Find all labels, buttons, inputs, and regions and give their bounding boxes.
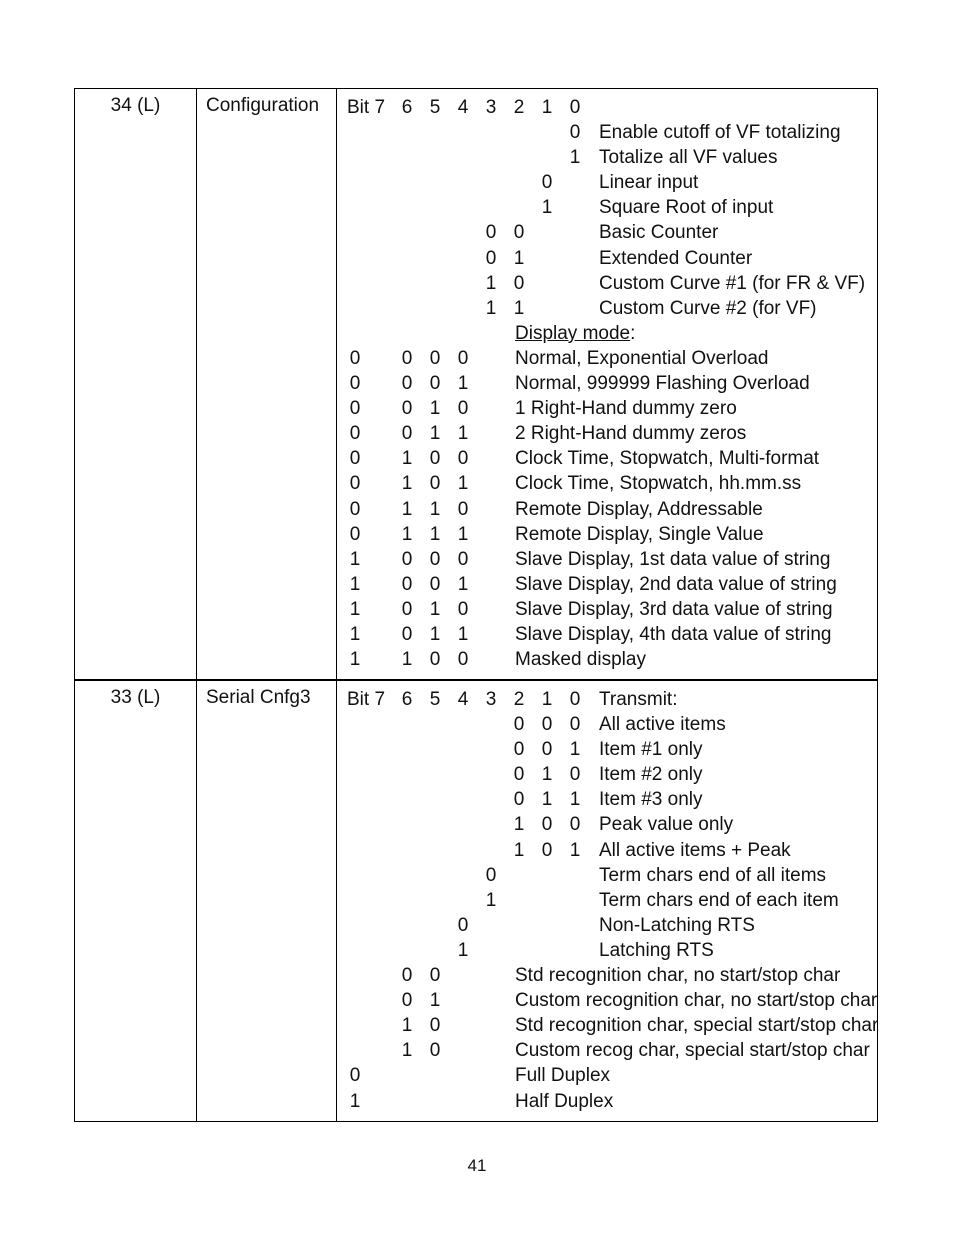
bit-definition-row [337,812,877,837]
bit-value: 0 [429,473,441,495]
bit-definition-row [337,622,877,647]
bit-value: 1 [401,448,413,470]
bit-description: Latching RTS [599,939,714,961]
bit-value: 0 [349,373,361,395]
bit-description: Extended Counter [599,247,753,269]
bit-value: 1 [513,839,525,861]
bit-description: Custom Curve #2 (for VF) [599,297,817,319]
bit-value: 0 [457,498,469,520]
bit-definitions [337,95,877,672]
bit-definition-row [337,296,877,321]
register-33-section [75,679,877,1121]
bit-value: 1 [457,939,469,961]
bit-header-label: 5 [429,689,441,710]
bit-value: 0 [401,990,413,1012]
bit-value: 0 [349,473,361,495]
bit-definitions [337,687,877,1114]
bit-description: Basic Counter [599,222,719,244]
bit-value: 0 [457,448,469,470]
bit-definition-row [337,712,877,737]
bit-description: Slave Display, 1st data value of string [515,548,831,570]
bit-header-label: 5 [429,97,441,118]
bit-value: 0 [569,814,581,836]
bit-header-label: Bit 7 [347,97,386,118]
bit-description: 2 Right-Hand dummy zeros [515,423,747,445]
bit-value: 0 [349,398,361,420]
bit-value: 1 [513,297,525,319]
bit-value: 0 [429,548,441,570]
bit-description: Custom recog char, special start/stop char [515,1040,870,1062]
bit-description: Totalize all VF values [599,147,778,169]
bit-header-label: 3 [485,97,497,118]
bit-description: Normal, Exponential Overload [515,347,769,369]
bit-value: 0 [429,649,441,671]
bit-value: 1 [401,1015,413,1037]
bit-header-label: 1 [541,689,553,710]
column-divider [196,681,197,1121]
bit-definition-row [337,572,877,597]
bit-value: 0 [349,523,361,545]
bit-value: 1 [485,889,497,911]
bit-description: Half Duplex [515,1090,614,1112]
bit-value: 0 [401,623,413,645]
bit-value: 1 [429,523,441,545]
bit-description: Item #2 only [599,764,703,786]
bit-description: Non-Latching RTS [599,914,755,936]
bit-header-label: 6 [401,689,413,710]
bit-value: 0 [349,347,361,369]
register-address: 34 (L) [110,95,161,116]
bit-header-label: 0 [569,689,581,710]
bit-header-row [337,95,877,120]
bit-description: Custom Curve #1 (for FR & VF) [599,272,866,294]
bit-definition-row [337,371,877,396]
bit-value: 0 [541,739,553,761]
bit-value: 1 [541,764,553,786]
bit-description: Masked display [515,649,646,671]
bit-header-row [337,687,877,712]
bit-value: 1 [349,598,361,620]
bit-value: 1 [569,739,581,761]
bit-header-label: 1 [541,97,553,118]
bit-definition-row [337,471,877,496]
bit-value: 0 [401,573,413,595]
bit-value: 0 [401,373,413,395]
bit-description: Remote Display, Single Value [515,523,764,545]
register-table [74,88,878,1122]
bit-value: 0 [429,1040,441,1062]
bit-definition-row [337,446,877,471]
bit-description: Square Root of input [599,197,774,219]
page-number: 41 [467,1156,487,1175]
bit-value: 0 [457,548,469,570]
bit-definition-row [337,647,877,672]
bit-value: 1 [429,598,441,620]
bit-definition-row [337,863,877,888]
bit-header-label: 0 [569,97,581,118]
register-34-section [75,89,877,679]
bit-definition-row [337,1063,877,1088]
bit-value: 1 [513,247,525,269]
bit-description: Term chars end of all items [599,864,827,886]
bit-description: Item #3 only [599,789,703,811]
bit-description: All active items [599,714,726,736]
bit-value: 0 [349,498,361,520]
bit-definition-row [337,938,877,963]
bit-definition-row [337,762,877,787]
bit-value: 0 [401,423,413,445]
bit-value: 1 [457,373,469,395]
bit-definition-row [337,963,877,988]
bit-description: Remote Display, Addressable [515,498,763,520]
bit-header-label: 2 [513,97,525,118]
bit-value: 0 [401,347,413,369]
bit-value: 1 [401,523,413,545]
bit-value: 0 [429,1015,441,1037]
bit-header-label: 2 [513,689,525,710]
bit-definition-row [337,1089,877,1114]
bit-definition-row [337,547,877,572]
bit-value: 1 [457,473,469,495]
bit-value: 1 [457,523,469,545]
bit-definition-row [337,787,877,812]
bit-value: 0 [541,714,553,736]
bit-definition-row [337,346,877,371]
bit-header-label: 6 [401,97,413,118]
bit-value: 0 [513,222,525,244]
bit-value: 0 [541,814,553,836]
bit-definition-row [337,396,877,421]
bit-description: 1 Right-Hand dummy zero [515,398,737,420]
bit-description: Slave Display, 3rd data value of string [515,598,833,620]
bit-definition-row [337,888,877,913]
bit-value: 0 [429,965,441,987]
bit-value: 0 [541,172,553,194]
bit-header-description: Transmit: [599,689,678,710]
bit-value: 0 [541,839,553,861]
bit-definition-row [337,1013,877,1038]
bit-value: 1 [429,623,441,645]
bit-value: 0 [457,398,469,420]
bit-description: Slave Display, 2nd data value of string [515,573,837,595]
bit-value: 1 [401,1040,413,1062]
bit-value: 1 [569,789,581,811]
bit-header-label: Bit 7 [347,689,386,710]
bit-value: 1 [485,272,497,294]
bit-value: 0 [429,448,441,470]
bit-definition-row [337,271,877,296]
bit-value: 0 [513,789,525,811]
bit-value: 0 [429,347,441,369]
bit-description: Full Duplex [515,1065,611,1087]
bit-description: Std recognition char, no start/stop char [515,965,841,987]
bit-definition-row [337,913,877,938]
bit-description: Custom recognition char, no start/stop char [515,990,878,1012]
register-address: 33 (L) [110,687,161,708]
bit-value: 0 [513,739,525,761]
bit-value: 0 [349,448,361,470]
bit-value: 1 [429,990,441,1012]
bit-definition-row [337,838,877,863]
bit-value: 0 [401,598,413,620]
bit-description: Std recognition char, special start/stop char [515,1015,879,1037]
bit-value: 1 [457,573,469,595]
bit-value: 1 [541,197,553,219]
bit-value: 0 [429,573,441,595]
bit-value: 0 [485,247,497,269]
bit-value: 1 [429,398,441,420]
bit-value: 0 [401,548,413,570]
bit-value: 1 [513,814,525,836]
bit-definition-row [337,321,877,346]
bit-value: 0 [349,423,361,445]
bit-header-label: 4 [457,97,469,118]
bit-description: Clock Time, Stopwatch, Multi-format [515,448,820,470]
bit-value: 0 [513,714,525,736]
bit-value: 0 [485,222,497,244]
bit-value: 0 [569,764,581,786]
bit-value: 1 [429,498,441,520]
bit-description: Peak value only [599,814,734,836]
bit-definition-row [337,988,877,1013]
bit-value: 0 [349,1065,361,1087]
bit-value: 0 [485,864,497,886]
register-name: Serial Cnfg3 [206,687,311,708]
bit-value: 1 [541,789,553,811]
bit-description: Enable cutoff of VF totalizing [599,122,841,144]
bit-definition-row [337,120,877,145]
bit-value: 1 [429,423,441,445]
bit-description: Term chars end of each item [599,889,839,911]
bit-value: 0 [457,347,469,369]
bit-definition-row [337,421,877,446]
bit-value: 0 [457,914,469,936]
bit-definition-row [337,195,877,220]
register-name: Configuration [206,95,320,116]
bit-definition-row [337,497,877,522]
bit-definition-row [337,597,877,622]
bit-value: 0 [401,398,413,420]
bit-value: 1 [569,839,581,861]
bit-value: 0 [569,122,581,144]
bit-description: Clock Time, Stopwatch, hh.mm.ss [515,473,802,495]
bit-description: Normal, 999999 Flashing Overload [515,373,810,395]
bit-value: 0 [569,714,581,736]
bit-definition-row [337,1038,877,1063]
bit-value: 0 [429,373,441,395]
bit-value: 1 [569,147,581,169]
bit-description: Display mode: [515,322,636,344]
bit-value: 1 [349,1090,361,1112]
bit-value: 1 [401,498,413,520]
bit-description: Slave Display, 4th data value of string [515,623,832,645]
bit-value: 1 [401,473,413,495]
bit-definition-row [337,246,877,271]
bit-definition-row [337,170,877,195]
bit-value: 0 [513,764,525,786]
bit-header-label: 4 [457,689,469,710]
bit-value: 0 [513,272,525,294]
bit-value: 0 [401,965,413,987]
bit-description: All active items + Peak [599,839,791,861]
bit-value: 0 [457,598,469,620]
bit-header-label: 3 [485,689,497,710]
column-divider [196,89,197,679]
bit-definition-row [337,145,877,170]
bit-value: 1 [457,623,469,645]
bit-value: 1 [349,649,361,671]
bit-definition-row [337,522,877,547]
bit-definition-row [337,220,877,245]
bit-value: 0 [457,649,469,671]
bit-value: 1 [349,573,361,595]
bit-description: Linear input [599,172,699,194]
bit-value: 1 [349,548,361,570]
bit-description: Item #1 only [599,739,703,761]
bit-value: 1 [485,297,497,319]
bit-value: 1 [349,623,361,645]
bit-value: 1 [457,423,469,445]
bit-definition-row [337,737,877,762]
bit-value: 1 [401,649,413,671]
